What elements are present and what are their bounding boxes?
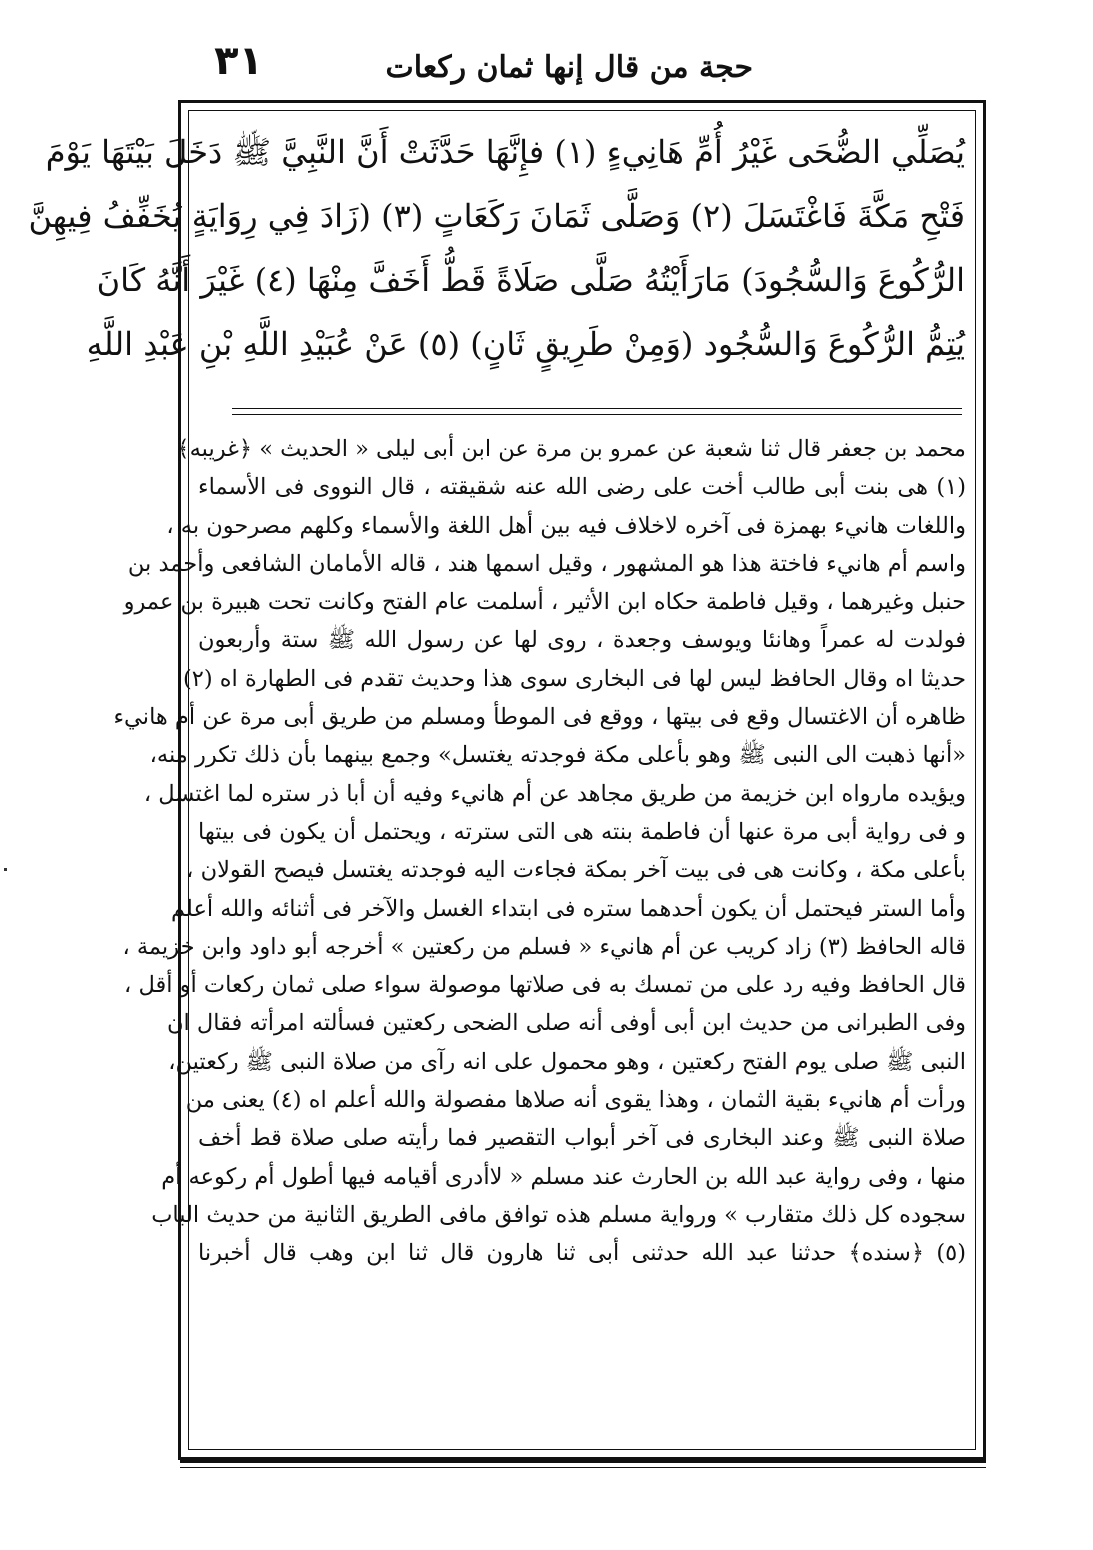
footnote-line: حنبل وغيرهما ، وقيل فاطمة حكاه ابن الأثير ، أسلمت عام الفتح وكانت تحت هبيرة بن عمرو [123, 589, 966, 616]
bottom-rule [180, 1467, 986, 1468]
main-text [28, 120, 965, 376]
footnote-line: فولدت له عمراً وهانئا ويوسف وجعدة ، روى لها عن رسول الله ﷺ ستة وأربعون [198, 627, 966, 654]
footnote-line: حديثا اه وقال الحافظ ليس لها فى البخارى سوى هذا وحديث تقدم فى الطهارة اه (٢) [182, 665, 966, 692]
page-number: ٣١ [214, 38, 263, 84]
footnote-line: سجوده كل ذلك متقارب » ورواية مسلم هذه توافق مافى الطريق الثانية من حديث الباب [151, 1201, 966, 1228]
footnote-line: واسم أم هانيء فاختة هذا هو المشهور ، وقيل اسمها هند ، قاله الأمامان الشافعى وأحمد بن [127, 550, 966, 577]
separator-rule [232, 408, 962, 409]
footnote-line: ظاهره أن الاغتسال وقع فى بيتها ، ووقع فى الموطأ ومسلم من طريق أبى مرة عن أم هانيء [113, 704, 966, 731]
footnote-line: قاله الحافظ (٣) زاد كريب عن أم هانيء « فسلم من ركعتين » أخرجه أبو داود وابن خزيمة ، [122, 933, 966, 960]
running-title: حجة من قال إنها ثمان ركعات [385, 50, 753, 85]
bottom-rule [180, 1460, 986, 1463]
footnote-line: (١) هى بنت أبى طالب أخت على رضى الله عنه شقيقته ، قال النووى فى الأسماء [198, 474, 966, 501]
footnote-line: وأما الستر فيحتمل أن يكون أحدهما ستره فى ابتداء الغسل والآخر فى أثنائه والله أعلم [171, 895, 966, 922]
footnote-line: محمد بن جعفر قال ثنا شعبة عن عمرو بن مرة عن ابن أبى ليلى « الحديث » ﴿غريبه﴾ [176, 436, 966, 462]
main-text-line: الرُّكُوعَ وَالسُّجُودَ) مَارَأَيْتُهُ صَلَّى صَلَاةً قَطُّ أَخَفَّ مِنْهَا (٤) غَيْرَ أَنَّهُ كَانَ [96, 261, 965, 299]
footnote-line: واللغات هانيء بهمزة فى آخره لاخلاف فيه بين أهل اللغة والأسماء وكلهم مصرحون به ، [166, 512, 966, 539]
footnotes [113, 430, 966, 1273]
footnote-line: وفى الطبرانى من حديث ابن أبى أوفى أنه صلى الضحى ركعتين فسألته امرأته فقال ان [166, 1010, 966, 1037]
footnote-line: و فى رواية أبى مرة عنها أن فاطمة بنته هى التى سترته ، ويحتمل أن يكون فى بيتها [198, 818, 966, 845]
footnote-line: ورأت أم هانيء بقية الثمان ، وهذا يقوى أنه صلاها مفصولة والله أعلم اه (٤) يعنى من [185, 1087, 966, 1114]
footnote-line: بأعلى مكة ، وكانت هى فى بيت آخر بمكة فجاءت اليه فوجدته يغتسل فيصح القولان ، [186, 857, 966, 884]
separator-rule [232, 414, 962, 415]
footnote-line: «أنها ذهبت الى النبى ﷺ وهو بأعلى مكة فوجدته يغتسل» وجمع بينهما بأن ذلك تكرر منه، [149, 742, 966, 769]
footnote-line: ويؤيده مارواه ابن خزيمة من طريق مجاهد عن أم هانيء وفيه أن أبا ذر ستره لما اغتسل ، [143, 780, 966, 807]
main-text-line: يُصَلِّي الضُّحَى غَيْرُ أُمِّ هَانِيءٍ (١) فإِنَّهَا حَدَّثَتْ أَنَّ النَّبِيَّ ﷺ دَخَلَ بَيْتَهَا يَوْمَ [45, 133, 965, 171]
main-text-line: فَتْحِ مَكَّةَ فَاغْتَسَلَ (٢) وَصَلَّى ثَمَانَ رَكَعَاتٍ (٣) (زَادَ فِي رِوَايَةٍ يُخَفِّفُ فِيهِنَّ [28, 197, 965, 235]
footnote-line: صلاة النبى ﷺ وعند البخارى فى آخر أبواب التقصير فما رأيته صلى صلاة قط أخف [198, 1125, 966, 1152]
main-text-line: يُتِمُّ الرُّكُوعَ وَالسُّجُود (وَمِنْ طَرِيقٍ ثَانٍ) (٥) عَنْ عُبَيْدِ اللَّهِ بْنِ عَبْدِ اللَّهِ [86, 325, 965, 363]
footnote-line: قال الحافظ وفيه رد على من تمسك به فى صلاتها موصولة سواء صلى ثمان ركعات أو أقل ، [124, 972, 966, 999]
scan-speck [4, 868, 7, 871]
footnote-line: (٥) ﴿سنده﴾ حدثنا عبد الله حدثنى أبى ثنا هارون قال ثنا ابن وهب قال أخبرنا [198, 1240, 966, 1267]
footnote-line: النبى ﷺ صلى يوم الفتح ركعتين ، وهو محمول على انه رآى من صلاة النبى ﷺ ركعتين، [168, 1048, 966, 1075]
footnote-line: منها ، وفى رواية عبد الله بن الحارث عند مسلم « لاأدرى أقيامه فيها أطول أم ركوعه أم [161, 1163, 966, 1190]
